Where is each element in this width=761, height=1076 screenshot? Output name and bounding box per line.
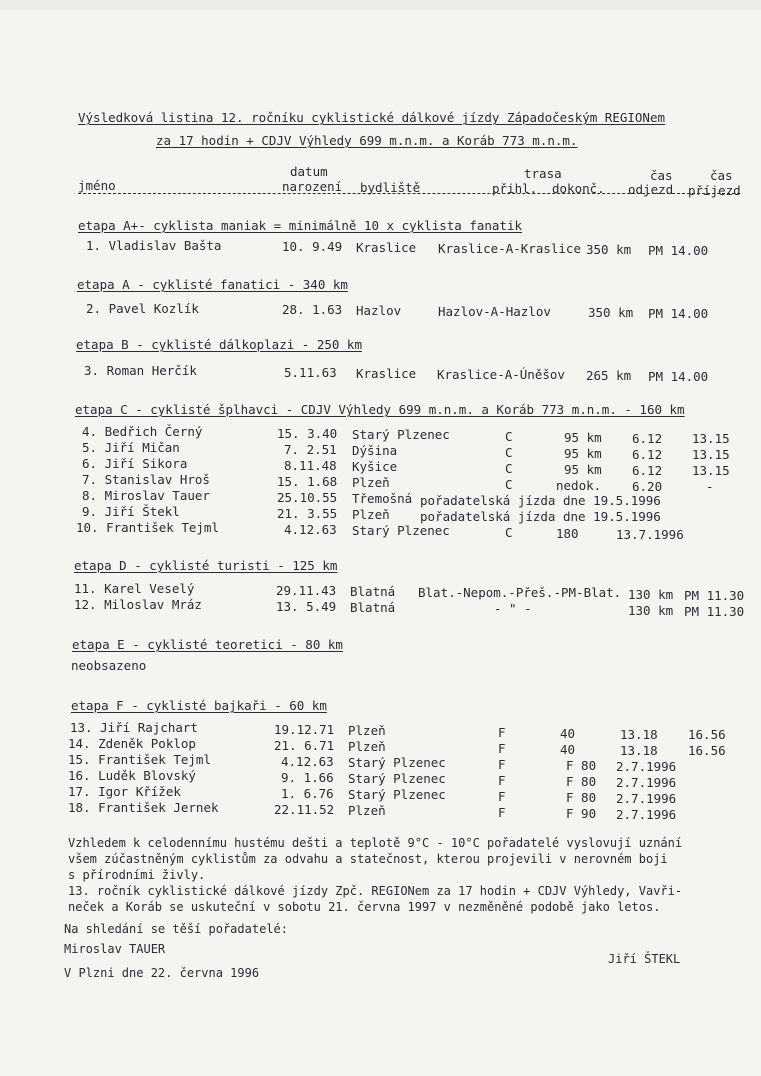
row-date: 4.12.63 xyxy=(284,522,337,537)
row-distance: 130 km xyxy=(628,587,674,602)
row-town: Starý Plzenec xyxy=(348,787,446,802)
header-trasa: trasa xyxy=(524,166,562,181)
row-arrival: 13.15 xyxy=(692,431,730,446)
row-note: pořadatelská jízda dne 19.5.1996 xyxy=(420,493,661,508)
row-arrival: 13.15 xyxy=(692,463,730,478)
row-name: 14. Zdeněk Poklop xyxy=(68,736,196,751)
header-bydliste: bydliště xyxy=(360,180,421,195)
header-narozeni: narození xyxy=(282,179,343,194)
row-name: 1. Vladislav Bašta xyxy=(86,238,222,253)
row-date: 25.10.55 xyxy=(277,490,338,505)
row-name: 8. Miroslav Tauer xyxy=(82,488,210,503)
row-departure: PM 14.00 xyxy=(648,306,709,321)
row-departure: 2.7.1996 xyxy=(616,807,677,822)
row-route: Hazlov-A-Hazlov xyxy=(438,304,551,319)
row-departure: 6.12 xyxy=(632,447,663,462)
row-completed: 95 km xyxy=(564,430,602,445)
row-distance: 350 km xyxy=(586,242,632,257)
closing-paragraph-2-line-1: 13. ročník cyklistické dálkové jízdy Zpč. REGIONem za 17 hodin + CDJV Výhledy, Vavři- xyxy=(68,884,683,898)
row-route: Blat.-Nepom.-Přeš.-PM-Blat. xyxy=(418,585,622,600)
row-completed: F 80 xyxy=(566,774,597,789)
row-departure: PM 11.30 xyxy=(684,588,745,603)
row-town: Kyšice xyxy=(352,459,398,474)
row-arrival: 16.56 xyxy=(688,727,726,742)
row-date: 15. 1.68 xyxy=(277,474,338,489)
row-name: 4. Bedřich Černý xyxy=(82,424,203,439)
stage-a-plus-heading: etapa A+- cyklista maniak = minimálně 10 x cyklista fanatik xyxy=(78,218,523,233)
row-town: Třemošná xyxy=(352,491,413,506)
row-name: 15. František Tejml xyxy=(68,752,211,767)
row-arrival: 16.56 xyxy=(688,743,726,758)
stage-c-heading: etapa C - cyklisté šplhavci - CDJV Výhledy 699 m.n.m. a Koráb 773 m.n.m. - 160 km xyxy=(75,402,685,417)
row-registered: F xyxy=(498,805,506,820)
row-town: Starý Plzenec xyxy=(352,523,450,538)
row-departure: 13.7.1996 xyxy=(616,527,684,542)
signature-organizer-1: Miroslav TAUER xyxy=(64,942,166,956)
row-departure: PM 14.00 xyxy=(648,243,709,258)
header-prijezd: příjezd xyxy=(688,183,741,198)
row-name: 9. Jiří Štekl xyxy=(82,504,180,519)
row-name: 18. František Jernek xyxy=(68,800,219,815)
closing-paragraph-1-line-3: s přírodními živly. xyxy=(68,868,206,882)
row-registered: C xyxy=(505,445,513,460)
row-town: Plzeň xyxy=(348,803,386,818)
row-registered: C xyxy=(505,525,513,540)
row-name: 5. Jiří Mičan xyxy=(82,440,180,455)
signature-organizer-2: Jiří ŠTEKL xyxy=(608,952,681,966)
row-name: 11. Karel Veselý xyxy=(74,581,195,596)
header-dokonc: dokonč. xyxy=(552,181,605,196)
row-date: 7. 2.51 xyxy=(284,442,337,457)
header-rule xyxy=(78,193,740,194)
closing-paragraph-2-line-2: neček a Koráb se uskuteční v sobotu 21. června 1997 v nezměněné podobě jako letos. xyxy=(68,900,661,914)
row-town: Plzeň xyxy=(352,475,390,490)
title-line-1: Výsledková listina 12. ročníku cyklistické dálkové jízdy Západočeským REGIONem xyxy=(78,110,665,125)
row-name: 2. Pavel Kozlík xyxy=(86,301,199,316)
row-departure: 13.18 xyxy=(620,743,658,758)
row-town: Blatná xyxy=(350,584,396,599)
row-departure: PM 14.00 xyxy=(648,369,709,384)
row-town: Dýšina xyxy=(352,443,398,458)
row-town: Kraslice xyxy=(356,240,417,255)
row-date: 19.12.71 xyxy=(274,722,335,737)
row-town: Hazlov xyxy=(356,303,402,318)
row-town: Plzeň xyxy=(352,507,390,522)
row-registered: F xyxy=(498,773,506,788)
row-date: 22.11.52 xyxy=(274,802,335,817)
row-town: Blatná xyxy=(350,600,396,615)
row-completed: F 90 xyxy=(566,806,597,821)
row-date: 9. 1.66 xyxy=(281,770,334,785)
stage-a-heading: etapa A - cyklisté fanatici - 340 km xyxy=(77,277,348,292)
row-town: Starý Plzenec xyxy=(348,771,446,786)
stage-f-heading: etapa F - cyklisté bajkaři - 60 km xyxy=(71,698,327,713)
row-date: 28. 1.63 xyxy=(282,302,343,317)
row-completed: F 80 xyxy=(566,758,597,773)
row-completed: nedok. xyxy=(556,478,602,493)
row-arrival: 13.15 xyxy=(692,447,730,462)
row-departure: 2.7.1996 xyxy=(616,759,677,774)
row-date: 15. 3.40 xyxy=(277,426,338,441)
row-town: Starý Plzenec xyxy=(352,427,450,442)
row-distance: 130 km xyxy=(628,603,674,618)
stage-d-heading: etapa D - cyklisté turisti - 125 km xyxy=(74,558,338,573)
row-town: Starý Plzenec xyxy=(348,755,446,770)
page-top-edge xyxy=(0,0,761,10)
row-completed: F 80 xyxy=(566,790,597,805)
row-route: Kraslice-A-Úněšov xyxy=(437,367,565,382)
row-departure: 2.7.1996 xyxy=(616,791,677,806)
row-name: 6. Jiří Sikora xyxy=(82,456,188,471)
header-datum: datum xyxy=(290,164,328,179)
row-completed: 40 xyxy=(560,742,576,757)
row-date: 21. 6.71 xyxy=(274,738,335,753)
row-registered: C xyxy=(505,429,513,444)
row-town: Plzeň xyxy=(348,739,386,754)
row-date: 8.11.48 xyxy=(284,458,337,473)
header-cas-1: čas xyxy=(650,168,673,183)
title-line-2: za 17 hodin + CDJV Výhledy 699 m.n.m. a Koráb 773 m.n.m. xyxy=(156,133,578,148)
row-date: 10. 9.49 xyxy=(282,239,343,254)
row-registered: F xyxy=(498,741,506,756)
row-registered: F xyxy=(498,789,506,804)
row-date: 29.11.43 xyxy=(276,583,337,598)
row-departure: 13.18 xyxy=(620,727,658,742)
stage-b-heading: etapa B - cyklisté dálkoplazi - 250 km xyxy=(76,337,362,352)
row-completed: 40 xyxy=(560,726,576,741)
row-distance: 265 km xyxy=(586,368,632,383)
row-town: Kraslice xyxy=(356,366,417,381)
row-registered: F xyxy=(498,757,506,772)
stage-e-heading: etapa E - cyklisté teoretici - 80 km xyxy=(72,637,343,652)
header-prihl: přihl. xyxy=(492,181,538,196)
row-date: 1. 6.76 xyxy=(281,786,334,801)
row-note: pořadatelská jízda dne 19.5.1996 xyxy=(420,509,661,524)
header-jmeno: jméno xyxy=(78,178,116,193)
row-route: - " - xyxy=(494,601,532,616)
row-date: 13. 5.49 xyxy=(276,599,337,614)
row-departure: 6.12 xyxy=(632,463,663,478)
row-completed: 180 xyxy=(556,526,579,541)
row-departure: 2.7.1996 xyxy=(616,775,677,790)
row-date: 4.12.63 xyxy=(281,754,334,769)
header-cas-2: čas xyxy=(710,168,733,183)
row-departure: 6.12 xyxy=(632,431,663,446)
row-date: 5.11.63 xyxy=(284,365,337,380)
row-departure: PM 11.30 xyxy=(684,604,745,619)
row-date: 21. 3.55 xyxy=(277,506,338,521)
row-completed: 95 km xyxy=(564,446,602,461)
place-and-date: V Plzni dne 22. června 1996 xyxy=(64,966,260,980)
stage-e-note: neobsazeno xyxy=(71,658,147,673)
row-distance: 350 km xyxy=(588,305,634,320)
row-name: 10. František Tejml xyxy=(76,520,219,535)
row-registered: F xyxy=(498,725,506,740)
row-name: 12. Miloslav Mráz xyxy=(74,597,202,612)
row-departure: 6.20 xyxy=(632,479,663,494)
header-odjezd: odjezd xyxy=(628,182,674,197)
row-name: 16. Luděk Blovský xyxy=(68,768,196,783)
row-registered: C xyxy=(505,477,513,492)
row-completed: 95 km xyxy=(564,462,602,477)
closing-greeting: Na shledání se těší pořadatelé: xyxy=(64,922,288,936)
row-town: Plzeň xyxy=(348,723,386,738)
row-name: 17. Igor Křížek xyxy=(68,784,181,799)
row-arrival: - xyxy=(706,479,714,494)
row-name: 7. Stanislav Hroš xyxy=(82,472,210,487)
row-name: 13. Jiří Rajchart xyxy=(70,720,198,735)
row-route: Kraslice-A-Kraslice xyxy=(438,241,581,256)
closing-paragraph-1-line-2: všem zúčastněným cyklistům za odvahu a statečnost, kterou projevili v nerovném boji xyxy=(68,852,668,866)
row-registered: C xyxy=(505,461,513,476)
closing-paragraph-1-line-1: Vzhledem k celodennímu hustému dešti a teplotě 9°C - 10°C pořadatelé vyslovují uznání xyxy=(68,836,683,850)
row-name: 3. Roman Herčík xyxy=(84,363,197,378)
